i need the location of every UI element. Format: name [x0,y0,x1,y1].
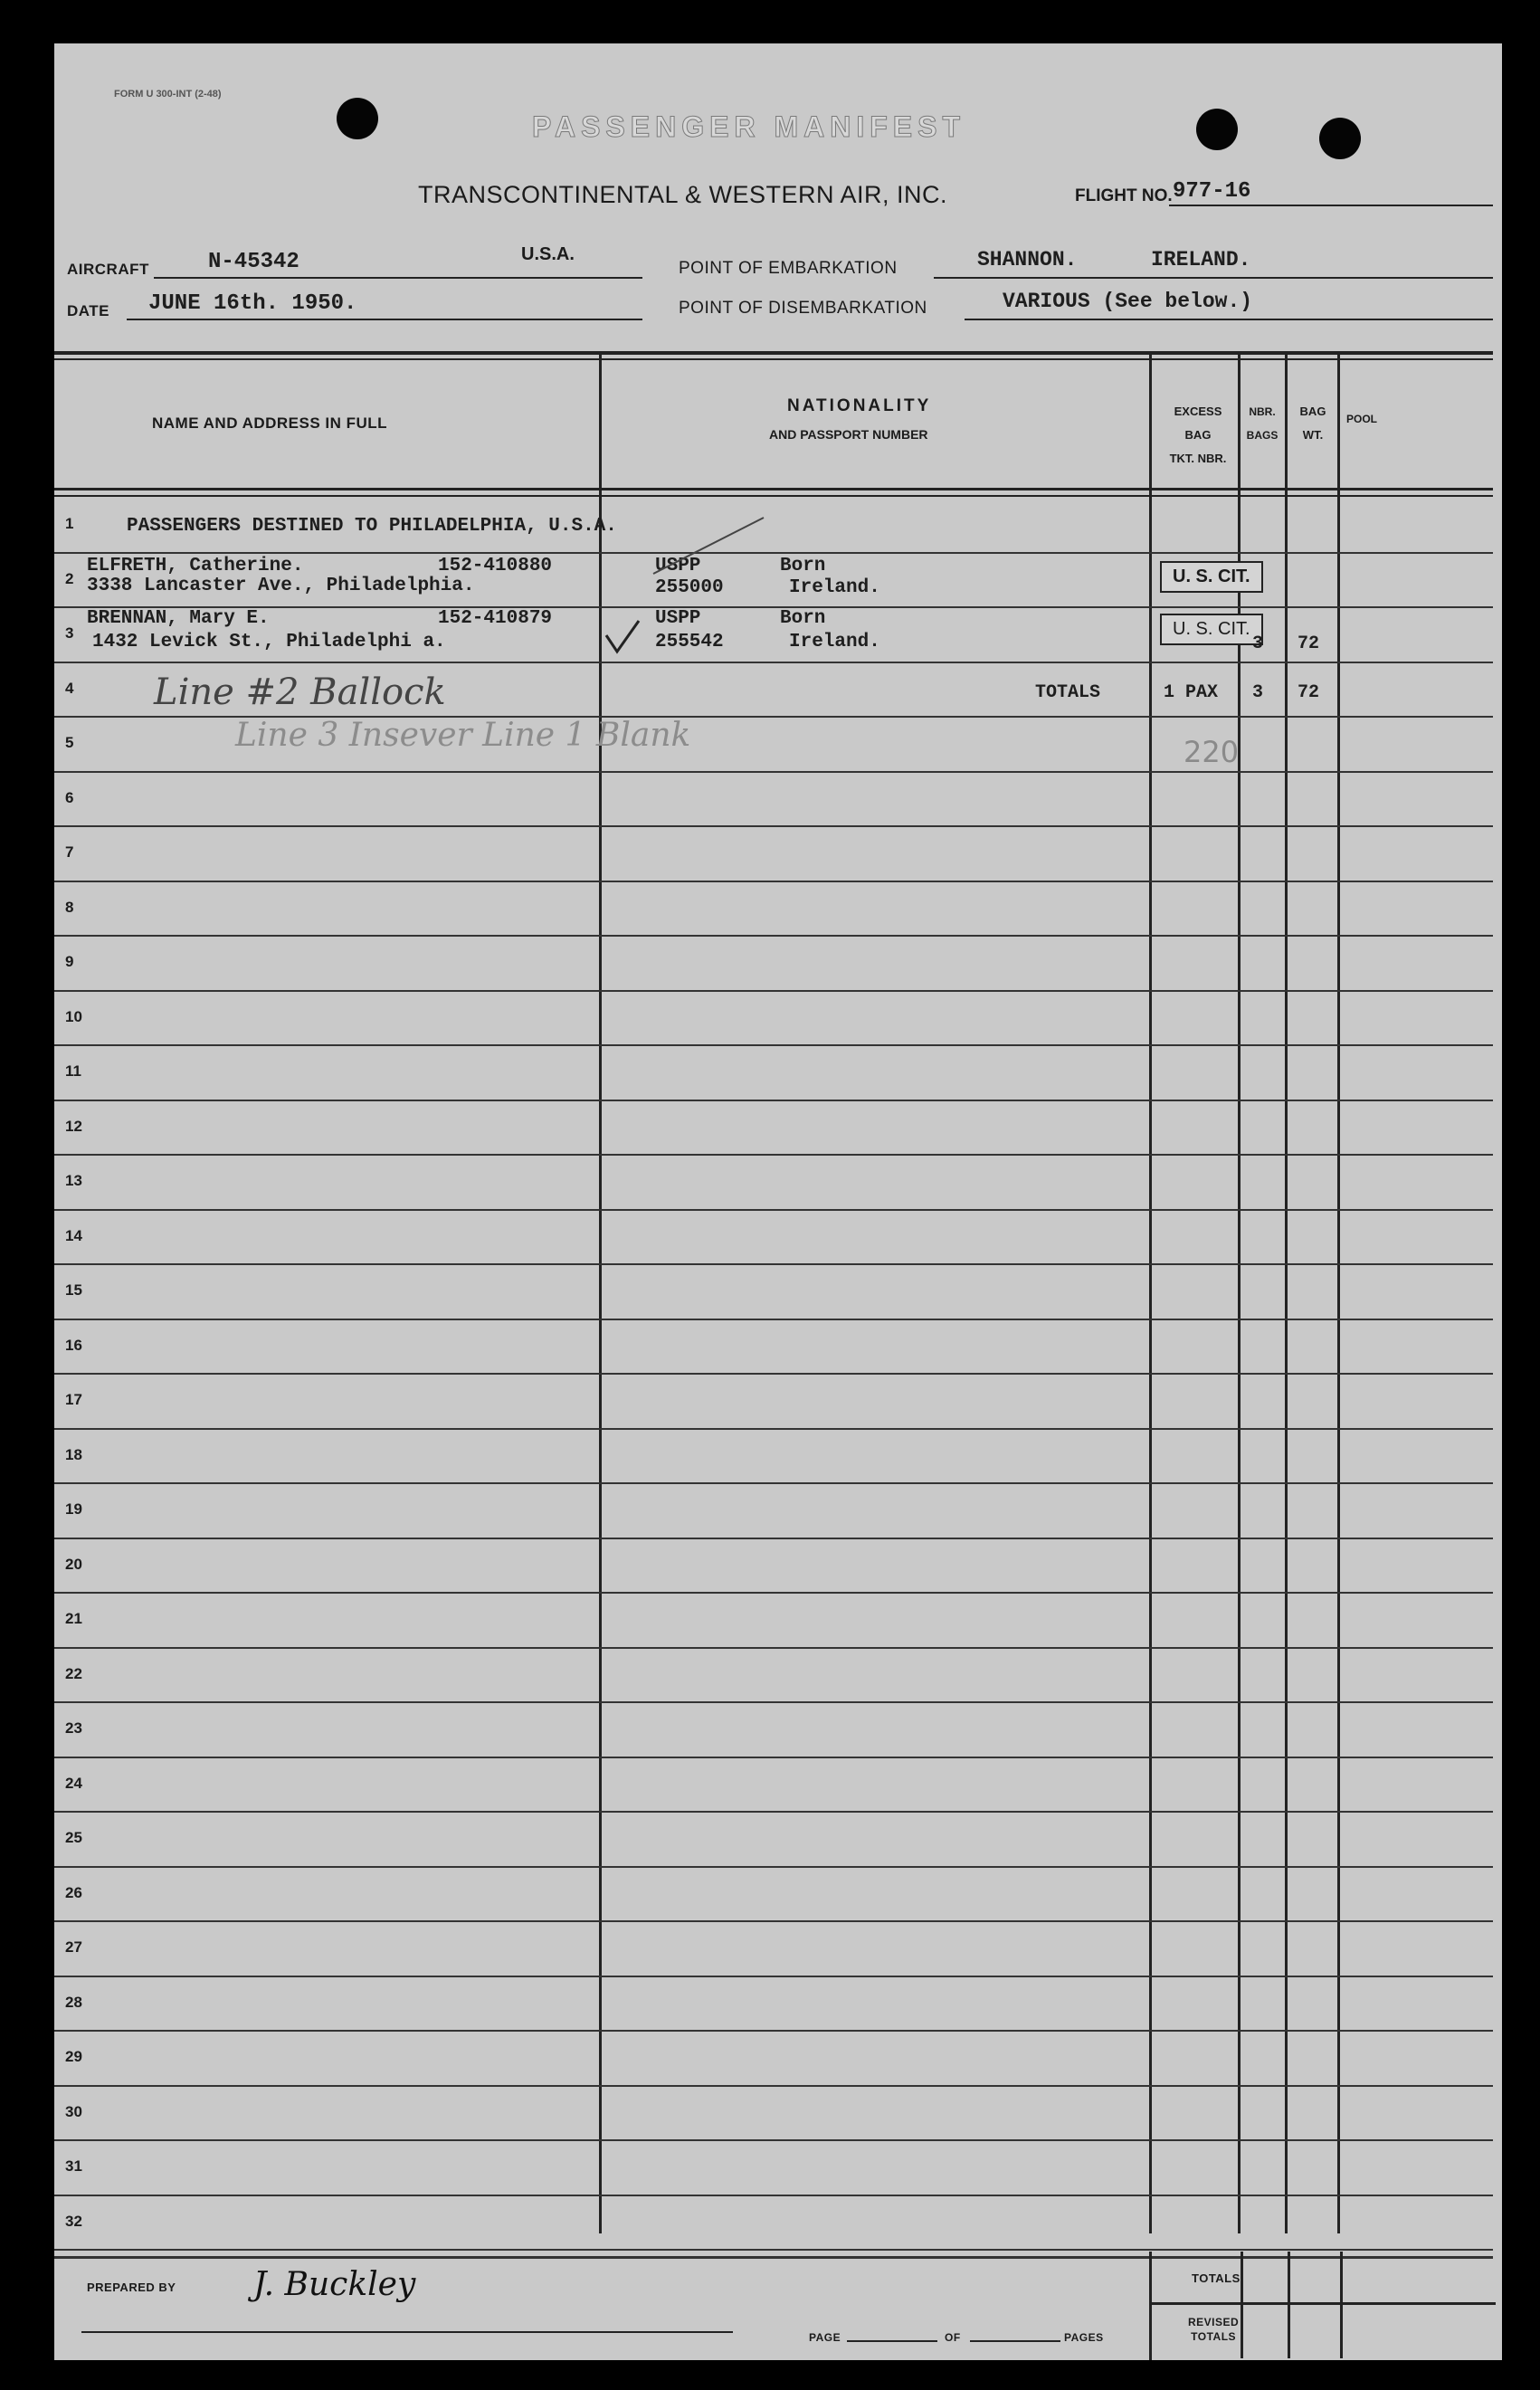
row-number: 2 [65,569,74,587]
row-rule [54,1428,1493,1430]
row-rule [54,1044,1493,1046]
row-rule [54,935,1493,937]
row-number: 25 [65,1829,82,1846]
passenger-1-passport: 255000 [655,577,724,598]
row-rule [54,1976,1493,1977]
prepared-by-label: PREPARED BY [87,2280,176,2294]
row-rule [54,1482,1493,1484]
passenger-2-name: BRENNAN, Mary E. [87,608,270,629]
row-number: 17 [65,1391,82,1408]
row-number: 28 [65,1993,82,2011]
column-header-bag-weight [1288,400,1337,447]
row-rule [54,2085,1493,2087]
row-number: 24 [65,1774,82,1792]
ticket-label: TKT. NBR. [1169,452,1227,465]
table-rows [54,497,1493,2230]
aircraft-label: AIRCRAFT [67,261,149,278]
row-rule [54,1757,1493,1758]
punch-hole [337,98,378,139]
column-header-nationality: NATIONALITY [787,396,932,415]
row-rule [54,1154,1493,1156]
disembarkation-label: POINT OF DISEMBARKATION [679,299,927,318]
row-number: 23 [65,1719,82,1737]
row-number: 15 [65,1281,82,1299]
totals-bags: 3 [1252,682,1264,703]
passenger-2-passport: 255542 [655,632,724,652]
passenger-1-ticket: 152-410880 [438,556,553,576]
row-rule [54,1209,1493,1211]
row-number: 11 [65,1062,81,1080]
row-rule [54,1920,1493,1922]
passenger-1-address: 3338 Lancaster Ave., Philadelphia. [87,576,475,596]
row-rule [54,1319,1493,1320]
passenger-2-ticket: 152-410879 [438,608,553,629]
date-value: JUNE 16th. 1950. [148,291,357,316]
nbr-label: NBR. [1249,405,1276,418]
column-header-excess [1160,400,1236,471]
footer-totals-label: TOTALS [1192,2271,1241,2285]
passenger-1-citizen-stamp: U. S. CIT. [1160,561,1263,593]
row-rule [54,1647,1493,1649]
punch-hole [1196,109,1238,150]
row-number: 26 [65,1883,82,1901]
row-number: 13 [65,1172,82,1189]
row-rule [54,1866,1493,1868]
row-number: 18 [65,1445,82,1463]
row-rule [54,825,1493,827]
flight-number: 977-16 [1173,179,1251,204]
disembarkation-value: VARIOUS (See below.) [1003,290,1253,313]
passenger-2-citizen-stamp: U. S. CIT. [1160,614,1263,645]
bags-label: BAGS [1246,429,1279,442]
row-rule [54,1701,1493,1703]
embarkation-city: SHANNON. [977,248,1078,271]
totals-label: TOTALS [1035,682,1101,703]
form-number: FORM U 300-INT (2-48) [114,89,222,100]
airline-name: TRANSCONTINENTAL & WESTERN AIR, INC. [418,181,948,208]
totals-pax: 1 PAX [1164,682,1219,703]
excess-label: EXCESS BAG [1174,405,1222,442]
footer-totals-box [1149,2252,1496,2360]
weight-label: WT. [1302,428,1324,442]
country-label: U.S.A. [521,244,575,264]
row-number: 20 [65,1555,82,1573]
row-number: 21 [65,1610,82,1627]
passenger-1-born: Born [780,556,826,576]
row-rule [54,552,1493,554]
manifest-table [54,351,1493,2233]
row-rule [54,1538,1493,1539]
of-label: OF [945,2331,961,2344]
revised-totals-label [1188,2315,1239,2344]
row-rule [54,1373,1493,1375]
row-number: 4 [65,679,74,697]
row-number: 3 [65,624,74,642]
revised-label: REVISED [1188,2316,1240,2328]
handwritten-note-1: Line #2 Ballock [154,671,446,713]
row-number: 31 [65,2157,82,2175]
passenger-2-born: Born [780,608,826,629]
signature: J. Buckley [253,2266,416,2303]
row-number: 22 [65,1664,82,1682]
passenger-2-weight: 72 [1298,633,1320,654]
column-header-nbr [1241,400,1283,447]
date-label: DATE [67,302,110,319]
row-number: 30 [65,2102,82,2120]
row-number: 16 [65,1336,82,1354]
row-rule [54,2195,1493,2196]
column-header-pool: POOL [1345,413,1377,425]
row-rule [54,1592,1493,1594]
row-rule [54,1263,1493,1265]
pages-label: PAGES [1064,2331,1104,2344]
strikethrough-mark [651,514,769,577]
row-number: 8 [65,898,74,916]
row-number: 9 [65,953,74,970]
punch-hole [1319,118,1361,159]
row-number: 1 [65,515,74,532]
row-rule [54,1811,1493,1813]
column-header-passport: AND PASSPORT NUMBER [769,427,928,442]
aircraft-value: N-45342 [208,250,299,274]
passenger-2-country: Ireland. [789,632,880,652]
row-number: 5 [65,734,74,751]
column-header-name: NAME AND ADDRESS IN FULL [152,414,388,432]
totals-weight: 72 [1298,682,1320,703]
row-number: 19 [65,1500,82,1518]
footer [54,2212,1493,2360]
form-title: PASSENGER MANIFEST [532,110,965,143]
row-rule [54,881,1493,882]
row-number: 32 [65,2212,82,2230]
row-number: 12 [65,1117,82,1135]
page-label: PAGE [809,2331,841,2344]
row-number: 7 [65,843,74,861]
row-rule [54,662,1493,663]
passenger-1-nationality: USPP [655,556,701,576]
revised-totals-text: TOTALS [1191,2330,1237,2343]
row-number: 6 [65,788,74,806]
embarkation-label: POINT OF EMBARKATION [679,259,898,278]
row-rule [54,771,1493,773]
row-rule [54,606,1493,608]
bag-label: BAG [1299,405,1326,418]
passenger-1-name: ELFRETH, Catherine. [87,556,304,576]
passenger-2-bags: 3 [1252,633,1264,654]
passenger-2-nationality: USPP [655,608,701,629]
embarkation-country: IRELAND. [1151,248,1251,271]
row-number: 27 [65,1938,82,1956]
row-number: 29 [65,2048,82,2065]
row-number: 14 [65,1226,82,1244]
checkmark-icon [603,617,642,657]
entry-line-1: PASSENGERS DESTINED TO PHILADELPHIA, U.S.A. [127,516,617,537]
handwritten-number: 220 [1184,735,1240,769]
row-rule [54,1100,1493,1101]
passenger-2-address: 1432 Levick St., Philadelphi a. [92,632,446,652]
passenger-1-country: Ireland. [789,577,880,598]
row-rule [54,2139,1493,2141]
row-rule [54,990,1493,992]
flight-label: FLIGHT NO. [1075,186,1173,205]
handwritten-note-2: Line 3 Insever Line 1 Blank [235,717,691,754]
manifest-page [54,43,1502,2360]
row-number: 10 [65,1007,82,1025]
row-rule [54,2030,1493,2032]
